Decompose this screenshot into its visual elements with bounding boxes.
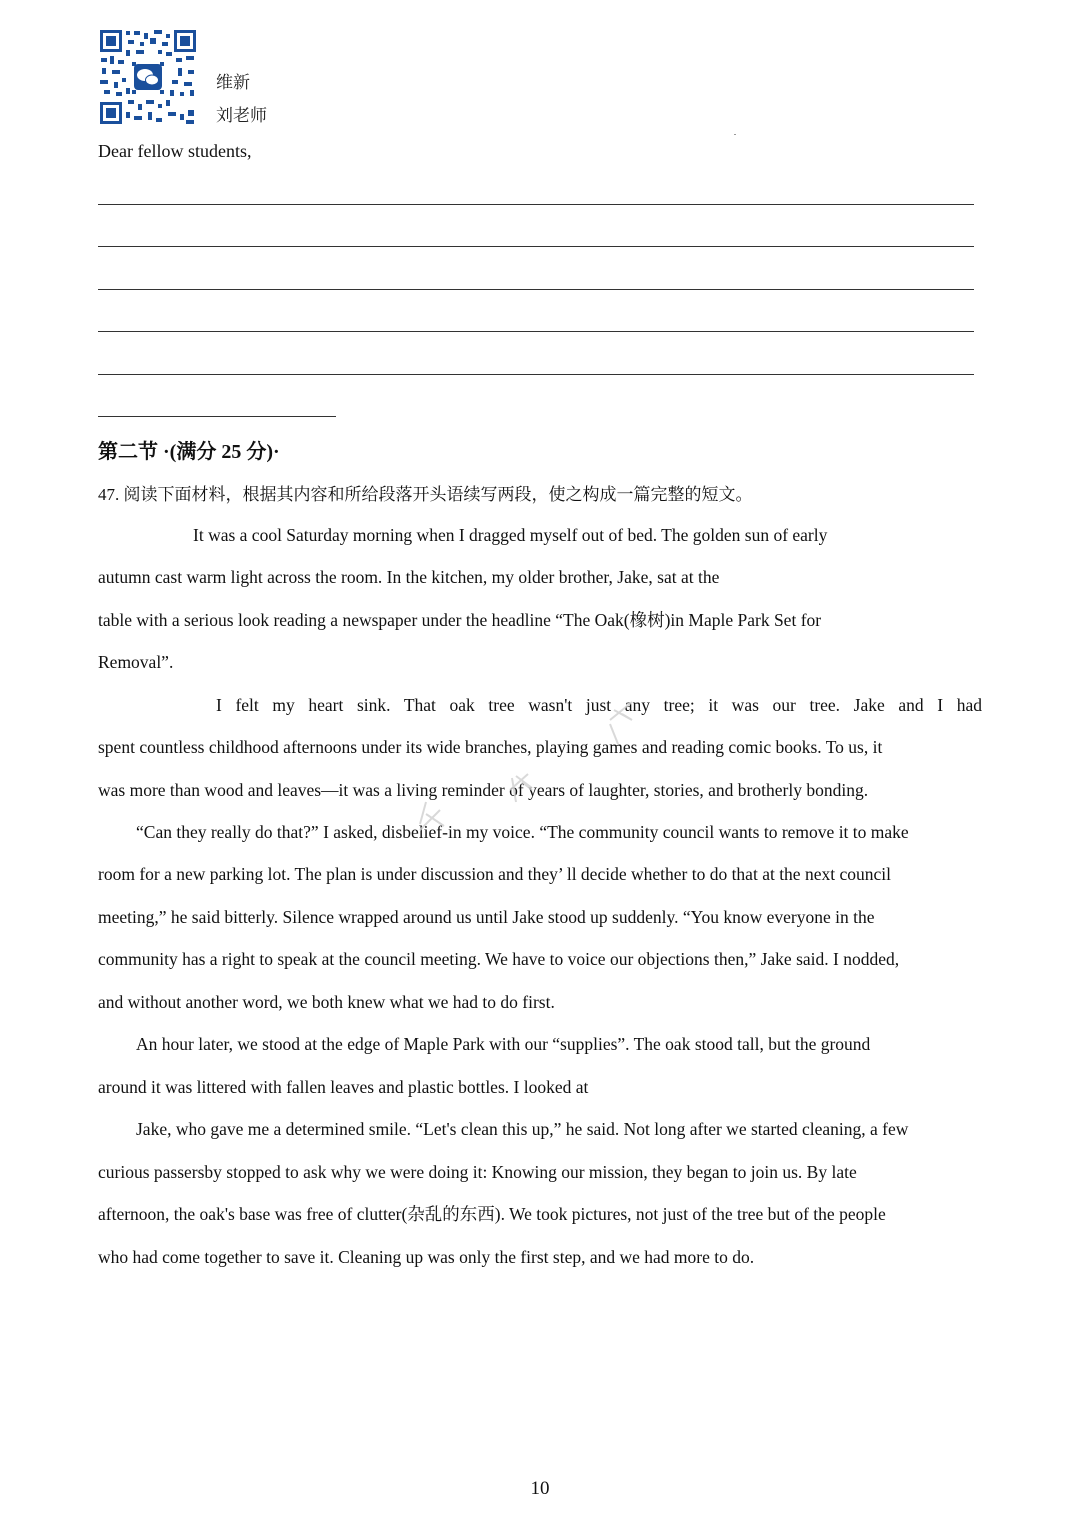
writing-line xyxy=(98,289,974,290)
writing-line-short xyxy=(98,416,336,417)
letter-greeting: Dear fellow students, xyxy=(98,141,252,161)
teacher-name: 刘老师 xyxy=(216,106,267,125)
writing-line xyxy=(98,331,974,332)
passage-line: spent countless childhood afternoons under its wide branches, playing games and reading comic books. To us, it xyxy=(98,737,883,757)
writing-line xyxy=(98,374,974,375)
passage-line: meeting,” he said bitterly. Silence wrapped around us until Jake stood up suddenly. “You know everyone in the xyxy=(98,907,875,927)
passage-line: room for a new parking lot. The plan is under discussion and they’ ll decide whether to do that at the next council xyxy=(98,864,891,884)
passage-line: and without another word, we both knew what we had to do first. xyxy=(98,992,555,1012)
passage-line: I felt my heart sink. That oak tree wasn't just any tree; it was our tree. Jake and I had xyxy=(216,695,982,715)
section-title: 第二节 ·(满分 25 分)· xyxy=(98,441,280,463)
passage-line: around it was littered with fallen leaves and plastic bottles. I looked at xyxy=(98,1077,589,1097)
passage-line: who had come together to save it. Cleaning up was only the first step, and we had more to do. xyxy=(98,1247,755,1267)
passage-line: community has a right to speak at the council meeting. We have to voice our objections then,” Jake said. I nodded, xyxy=(98,949,900,969)
passage-line: An hour later, we stood at the edge of Maple Park with our “supplies”. The oak stood tall, but the ground xyxy=(136,1034,871,1054)
page-number: 10 xyxy=(530,1478,550,1499)
writing-line xyxy=(98,246,974,247)
passage-line: Jake, who gave me a determined smile. “Let's clean this up,” he said. Not long after we started cleaning, a few xyxy=(136,1119,909,1139)
passage-line: curious passersby stopped to ask why we were doing it: Knowing our mission, they began to join us. By late xyxy=(98,1162,857,1182)
stray-dot xyxy=(734,134,736,135)
passage-line: Removal”. xyxy=(98,652,174,672)
passage-line: table with a serious look reading a newspaper under the headline “The Oak(橡树)in Maple Park Set for xyxy=(98,610,822,630)
passage-line: afternoon, the oak's base was free of clutter(杂乱的东西). We took pictures, not just of the tree but of the people xyxy=(98,1204,886,1224)
question-instruction: 47. 阅读下面材料，根据其内容和所给段落开头语续写两段，使之构成一篇完整的短文。 xyxy=(98,485,753,504)
passage-line: It was a cool Saturday morning when I dragged myself out of bed. The golden sun of early xyxy=(193,525,828,545)
passage-line: was more than wood and leaves—it was a living reminder of years of laughter, stories, and brotherly bonding. xyxy=(98,780,869,800)
qr-code-image xyxy=(98,28,198,126)
writing-line xyxy=(98,204,974,205)
passage-line: “Can they really do that?” I asked, disbelief-in my voice. “The community council wants to remove it to make xyxy=(136,822,909,842)
brand-name: 维新 xyxy=(216,73,250,92)
passage-line: autumn cast warm light across the room. In the kitchen, my older brother, Jake, sat at the xyxy=(98,567,720,587)
